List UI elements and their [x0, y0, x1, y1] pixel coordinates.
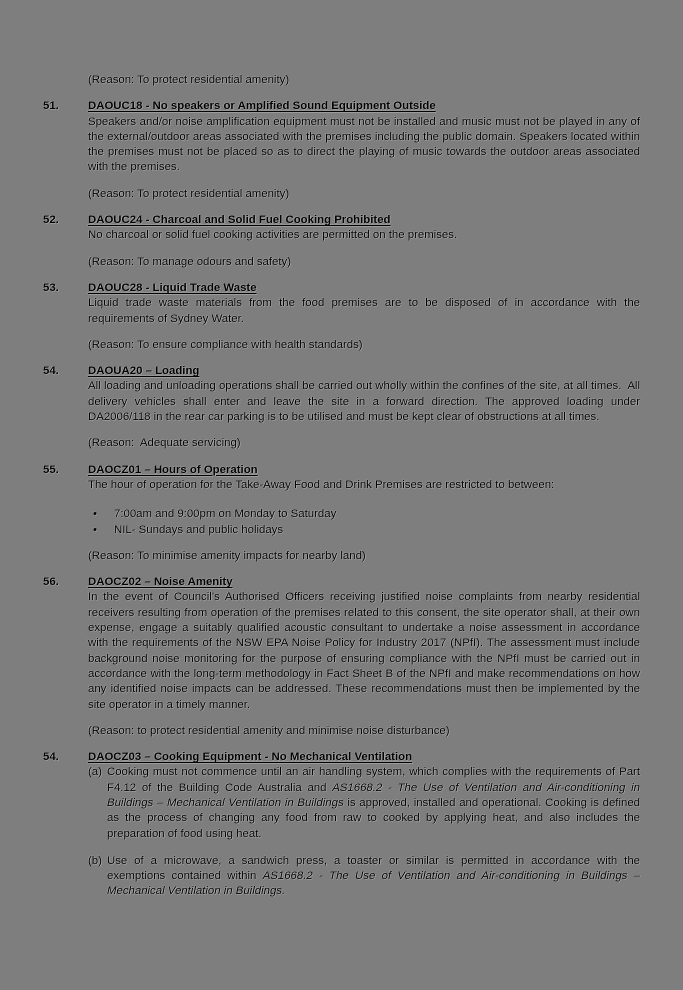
condition-row [43, 364, 640, 451]
condition-body: Liquid trade waste materials from the food premises are to be disposed of in accordance with the requirements of Sydney Water. [88, 297, 640, 325]
conditions-list [43, 99, 640, 899]
condition-body: All loading and unloading operations shall be carried out wholly within the confines of the site, at all times. All delivery vehicles shall enter and leave the site in a forward direction. The approved loading under DA2006/118 in the rear car parking is to be utilised and must be kept clear of obstructions at all times. [88, 380, 640, 424]
bullet-icon: • [93, 523, 97, 536]
condition-content [88, 99, 640, 202]
condition-item [43, 281, 640, 353]
condition-heading: DAOCZ02 – Noise Amenity [88, 576, 233, 589]
reason-text: (Reason: To ensure compliance with health standards) [88, 338, 363, 351]
condition-body: In the event of Council's Authorised Officers receiving justified noise complaints from nearby residential receivers resulting from operation of the premises related to this consent, the site operator shall, at their own expense, engage a suitably qualified acoustic consultant to undertake a noise assessment in accordance with the requirements of the NSW EPA Noise Policy for Industry 2017 (NPfI). The assessment must include background noise monitoring for the purpose of ensuring compliance with the NPfI must be carried out in accordance with the long-term methodology in Fact Sheet B of the NPfI and make recommendations on how any identified noise impacts can be addressed. These recommendations must then be implemented by the site operator in a timely manner. [88, 591, 640, 711]
lettered-text [107, 765, 640, 841]
condition-item [43, 99, 640, 202]
condition-number: 53. [43, 281, 59, 294]
condition-heading: DAOCZ01 – Hours of Operation [88, 463, 258, 476]
condition-body: Speakers and/or noise amplification equipment must not be installed and music must not be played in any of the external/outdoor areas associated with the premises including the public domain. Speakers located within the premises must not be placed so as to direct the playing of music towards the outdoor areas associated with the premises. [88, 115, 640, 174]
plain-text: Use of a microwave, a sandwich press, a toaster or similar is permitted in accordance with the exemptions contained within [107, 854, 640, 883]
condition-row [43, 99, 640, 202]
condition-item [43, 364, 640, 451]
condition-item [43, 575, 640, 739]
condition-number: 54. [43, 751, 59, 764]
plain-text: is approved, installed and operational. Cooking is defined as the process of changing any food from raw to cooked by applying heat, and also includes the preparation of food using heat. [107, 796, 641, 840]
condition-item [43, 750, 640, 900]
lettered-item [88, 854, 640, 900]
bullet-item [88, 507, 640, 522]
condition-row [43, 750, 640, 900]
condition-heading: DAOUC18 - No speakers or Amplified Sound Equipment Outside [88, 100, 436, 113]
condition-content [88, 463, 640, 564]
condition-content [88, 213, 640, 270]
condition-number: 56. [43, 576, 59, 589]
condition-content [88, 575, 640, 739]
condition-content [88, 364, 640, 451]
italic-citation-text: AS1668.2 - The Use of Ventilation and Air-conditioning in Buildings – Mechanical Ventilation in Buildings. [107, 870, 640, 898]
condition-body: The hour of operation for the Take-Away Food and Drink Premises are restricted to between: [88, 478, 555, 491]
bullet-icon: • [93, 508, 97, 521]
condition-number: 54. [43, 365, 59, 378]
reason-text: (Reason: To manage odours and safety) [88, 255, 292, 268]
letter-marker: (b) [88, 854, 102, 867]
bullet-text: NIL- Sundays and public holidays [114, 523, 284, 536]
lettered-text [107, 854, 640, 900]
reason-text: (Reason: To protect residential amenity) [88, 187, 290, 200]
condition-number: 55. [43, 463, 59, 476]
condition-row [43, 213, 640, 270]
condition-item [43, 463, 640, 564]
plain-text: Cooking must not commence until an air handling system, which complies with the requirements of Part F4.12 of the Building Code Australia and [107, 766, 640, 794]
condition-heading: DAOUC24 - Charcoal and Solid Fuel Cooking Prohibited [88, 214, 391, 227]
reason-text: (Reason: to protect residential amenity and minimise noise disturbance) [88, 724, 450, 737]
italic-citation-text: AS1668.2 - The Use of Ventilation and Air-conditioning in Buildings – Mechanical Ventilation in Buildings [107, 781, 640, 809]
condition-number: 51. [43, 100, 59, 113]
conditions-document [43, 62, 640, 900]
reason-text: (Reason: Adequate servicing) [88, 437, 241, 450]
condition-heading: DAOUC28 - Liquid Trade Waste [88, 281, 257, 294]
condition-row [43, 575, 640, 739]
bullet-item [88, 523, 640, 538]
condition-heading: DAOCZ03 – Cooking Equipment - No Mechanical Ventilation [88, 751, 413, 764]
lettered-item [88, 765, 640, 841]
condition-row [43, 281, 640, 353]
condition-content [88, 281, 640, 353]
bullet-text: 7:00am and 9:00pm on Monday to Saturday [114, 508, 337, 521]
reason-text: (Reason: To minimise amenity impacts for nearby land) [88, 549, 366, 562]
bullet-list [88, 507, 640, 538]
condition-item [43, 213, 640, 270]
condition-number: 52. [43, 214, 59, 227]
condition-row [43, 463, 640, 564]
reason-text: (Reason: To protect residential amenity) [88, 74, 290, 86]
condition-body: No charcoal or solid fuel cooking activities are permitted on the premises. [88, 229, 458, 242]
condition-heading: DAOUA20 – Loading [88, 365, 200, 378]
letter-marker: (a) [88, 766, 102, 779]
condition-content [88, 750, 640, 900]
